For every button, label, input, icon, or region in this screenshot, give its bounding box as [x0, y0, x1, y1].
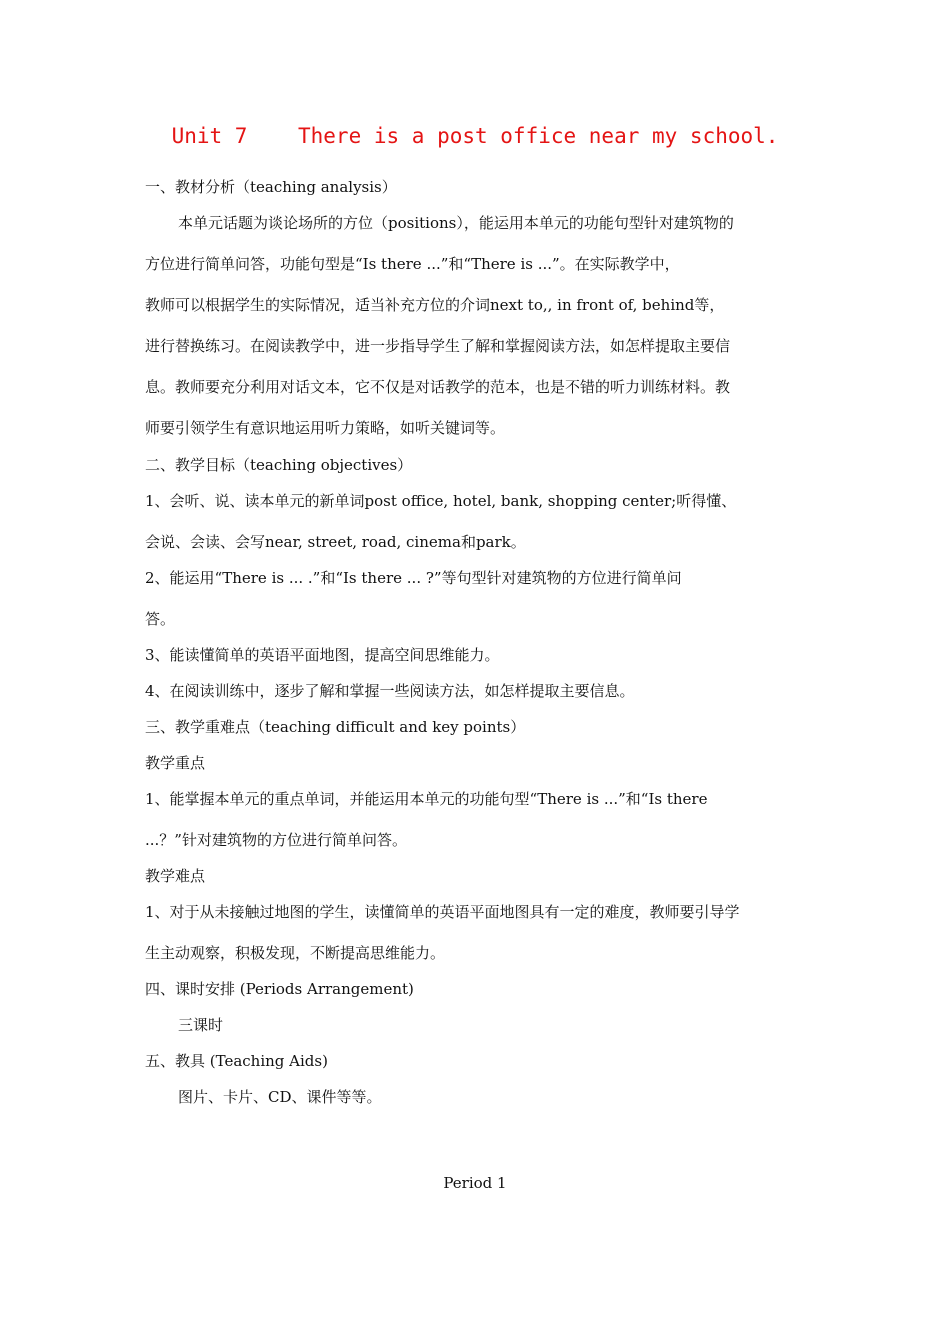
list-item-line: 2、能运用“There is ... .”和“Is there ... ?”等句型针对建筑物的方位进行简单问: [145, 569, 682, 587]
list-item-line: 1、对于从未接触过地图的学生，读懂简单的英语平面地图具有一定的难度，教师要引导学: [145, 903, 740, 921]
list-item-line: 4、在阅读训练中，逐步了解和掌握一些阅读方法，如怎样提取主要信息。: [145, 682, 635, 700]
paragraph-line: 师要引领学生有意识地运用听力策略，如听关键词等。: [145, 419, 506, 437]
list-item-line: 会说、会读、会写near, street, road, cinema和park。: [145, 533, 526, 551]
paragraph-line: 本单元话题为谈论场所的方位（positions），能运用本单元的功能句型针对建筑物的: [178, 214, 734, 232]
list-item-line: 3、能读懂简单的英语平面地图，提高空间思维能力。: [145, 646, 500, 664]
list-item-line: 1、能掌握本单元的重点单词，并能运用本单元的功能句型“There is ...”和“Is there: [145, 790, 708, 808]
list-item-line: 答。: [145, 610, 176, 628]
section-heading-key-points: 三、教学重难点（teaching difficult and key points）: [145, 718, 526, 736]
teaching-aids-value: 图片、卡片、CD、课件等等。: [178, 1088, 382, 1106]
list-item-line: 1、会听、说、读本单元的新单词post office, hotel, bank, shopping center;听得懂、: [145, 492, 737, 510]
section-heading-teaching-analysis: 一、教材分析（teaching analysis）: [145, 178, 397, 196]
paragraph-line: 教师可以根据学生的实际情况，适当补充方位的介词next to,, in front of, behind等，: [145, 296, 725, 314]
subheading-key-points: 教学重点: [145, 754, 206, 772]
subheading-difficult-points: 教学难点: [145, 867, 206, 885]
section-heading-teaching-aids: 五、教具 (Teaching Aids): [145, 1052, 328, 1070]
period-heading: Period 1: [443, 1174, 507, 1192]
paragraph-line: 方位进行简单问答，功能句型是“Is there ...”和“There is ...”。在实际教学中，: [145, 255, 680, 273]
list-item-line: 生主动观察，积极发现，不断提高思维能力。: [145, 944, 446, 962]
paragraph-line: 息。教师要充分利用对话文本，它不仅是对话教学的范本，也是不错的听力训练材料。教: [145, 378, 731, 396]
document-title: Unit 7 There is a post office near my school.: [171, 124, 779, 148]
periods-value: 三课时: [178, 1016, 224, 1034]
section-heading-periods: 四、课时安排 (Periods Arrangement): [145, 980, 414, 998]
list-item-line: ...？”针对建筑物的方位进行简单问答。: [145, 831, 407, 849]
section-heading-teaching-objectives: 二、教学目标（teaching objectives）: [145, 456, 413, 474]
paragraph-line: 进行替换练习。在阅读教学中，进一步指导学生了解和掌握阅读方法，如怎样提取主要信: [145, 337, 731, 355]
